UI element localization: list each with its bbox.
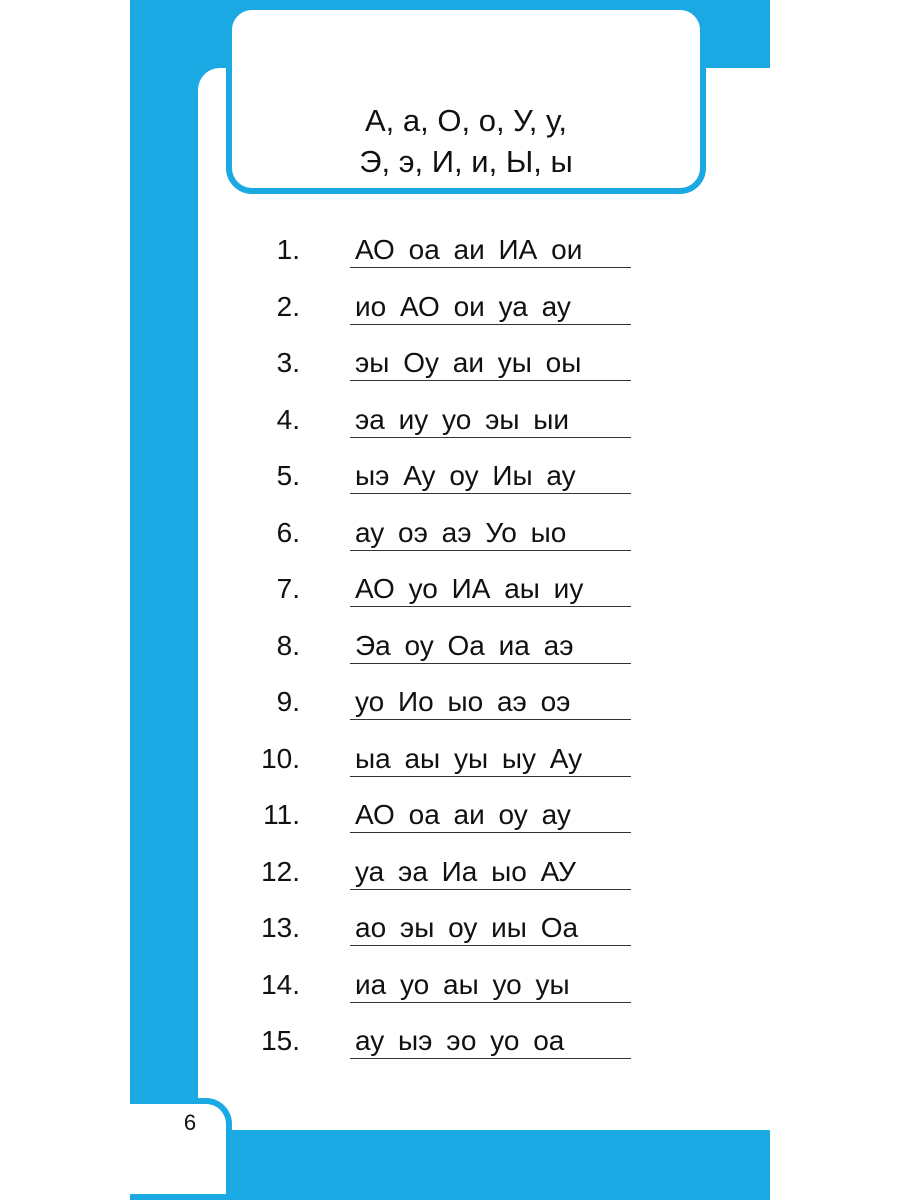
- row-syllables: ау оэ аэ Уо ыо: [355, 516, 567, 548]
- exercise-row: [240, 739, 660, 796]
- title-box: [226, 4, 706, 194]
- row-underline: [350, 889, 631, 890]
- row-number: 11.: [263, 799, 300, 830]
- exercise-row: [240, 343, 660, 400]
- row-syllables: уо Ио ыо аэ оэ: [355, 686, 571, 717]
- row-number: 2.: [276, 290, 300, 322]
- title-line-1: А, а, О, о, У, у,: [365, 103, 567, 138]
- row-underline: [350, 324, 631, 325]
- row-number: 7.: [276, 573, 300, 604]
- row-underline: [350, 267, 631, 268]
- row-number: 4.: [276, 403, 300, 435]
- row-syllables: ыэ Ау оу Иы ау: [355, 460, 576, 491]
- row-underline: [350, 776, 631, 777]
- row-number: 6.: [276, 516, 300, 548]
- row-syllables: ау ыэ эо уо оа: [355, 1025, 565, 1056]
- page-number: 6: [183, 1110, 197, 1135]
- row-number: 15.: [261, 1025, 300, 1056]
- row-underline: [350, 1058, 631, 1059]
- row-number: 1.: [276, 234, 300, 265]
- exercise-row: [240, 513, 660, 570]
- exercise-row: [240, 682, 660, 739]
- exercise-row: [240, 852, 660, 909]
- row-syllables: иа уо аы уо уы: [355, 968, 570, 1000]
- exercise-row: [240, 908, 660, 965]
- exercise-row: [240, 1021, 660, 1078]
- row-syllables: ао эы оу иы Оа: [355, 912, 579, 943]
- row-number: 13.: [261, 912, 300, 943]
- exercise-row: [240, 400, 660, 457]
- exercise-row: [240, 569, 660, 626]
- row-underline: [350, 719, 631, 720]
- row-syllables: ио АО ои уа ау: [355, 290, 571, 322]
- row-syllables: эы Оу аи уы оы: [355, 347, 582, 378]
- row-underline: [350, 550, 631, 551]
- row-underline: [350, 380, 631, 381]
- row-number: 9.: [276, 686, 300, 717]
- row-underline: [350, 606, 631, 607]
- row-underline: [350, 437, 631, 438]
- row-number: 12.: [261, 855, 300, 887]
- exercise-list: [240, 230, 660, 1078]
- row-number: 5.: [276, 460, 300, 491]
- row-syllables: ыа аы уы ыу Ау: [355, 742, 583, 774]
- row-number: 14.: [261, 968, 300, 1000]
- row-number: 8.: [276, 629, 300, 661]
- exercise-row: [240, 626, 660, 683]
- row-syllables: АО уо ИА аы иу: [355, 573, 584, 604]
- row-underline: [350, 493, 631, 494]
- exercise-row: [240, 456, 660, 513]
- row-syllables: АО оа аи оу ау: [355, 799, 571, 830]
- exercise-row: [240, 965, 660, 1022]
- row-underline: [350, 945, 631, 946]
- row-number: 3.: [276, 347, 300, 378]
- row-syllables: эа иу уо эы ыи: [355, 403, 570, 435]
- row-number: 10.: [261, 742, 300, 774]
- row-syllables: уа эа Иа ыо АУ: [355, 855, 576, 887]
- row-underline: [350, 1002, 631, 1003]
- exercise-row: [240, 287, 660, 344]
- exercise-row: [240, 795, 660, 852]
- row-underline: [350, 663, 631, 664]
- row-syllables: АО оа аи ИА ои: [355, 234, 583, 265]
- exercise-row: [240, 230, 660, 287]
- row-syllables: Эа оу Оа иа аэ: [355, 629, 574, 661]
- title-line-2: Э, э, И, и, Ы, ы: [359, 144, 573, 179]
- row-underline: [350, 832, 631, 833]
